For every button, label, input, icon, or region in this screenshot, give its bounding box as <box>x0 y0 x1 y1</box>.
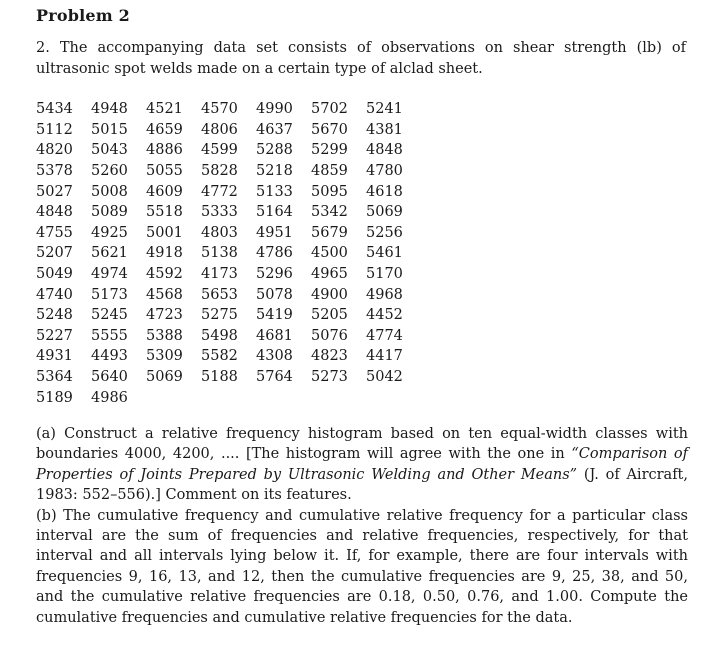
table-cell: 5218 <box>256 163 293 180</box>
table-cell: 4568 <box>146 286 183 303</box>
table-cell: 5256 <box>366 224 403 241</box>
table-cell: 5333 <box>201 204 238 221</box>
table-cell: 4637 <box>256 121 293 138</box>
table-row <box>36 181 421 202</box>
table-cell: 4931 <box>36 348 73 365</box>
table-cell: 5702 <box>311 101 348 118</box>
table-cell: 4968 <box>366 286 403 303</box>
table-cell: 5138 <box>201 245 238 262</box>
table-cell: 5299 <box>311 142 348 159</box>
table-cell: 4820 <box>36 142 73 159</box>
table-cell: 5001 <box>146 224 183 241</box>
table-cell: 4986 <box>91 389 128 406</box>
part-a-suffix: (J. of Aircraft, 1983: 552–556).] Comment on its features. <box>36 466 688 504</box>
table-cell: 5621 <box>91 245 128 262</box>
table-cell: 5498 <box>201 327 238 344</box>
table-cell: 5173 <box>91 286 128 303</box>
table-cell: 4886 <box>146 142 183 159</box>
table-cell: 5679 <box>311 224 348 241</box>
table-row <box>36 120 421 141</box>
table-cell: 4780 <box>366 163 403 180</box>
table-cell: 5112 <box>36 121 73 138</box>
problem-title: Problem 2 <box>36 6 131 25</box>
table-cell: 4918 <box>146 245 183 262</box>
table-row <box>36 346 421 367</box>
table-cell: 4774 <box>366 327 403 344</box>
problem-parts <box>36 424 688 628</box>
shear-strength-data-table <box>36 99 421 408</box>
table-cell: 5273 <box>311 369 348 386</box>
table-cell: 4772 <box>201 183 238 200</box>
table-cell: 5419 <box>256 307 293 324</box>
part-b: (b) The cumulative frequency and cumulative relative frequency for a particular class interval are the sum of frequencies and relative frequencies, respectively, for that interval and all intervals lying below it. If, for example, there are four intervals with frequencies 9, 16, 13, and 12, then the cumulative frequencies are 9, 25, 38, and 50, and the cumulative relative frequencies are 0.18, 0.50, 0.76, and 1.00. Compute the cumulative frequencies and cumulative relative frequencies for the data. <box>36 507 688 626</box>
table-cell: 5364 <box>36 369 73 386</box>
table-cell: 5164 <box>256 204 293 221</box>
part-a-reference-title: “Comparison of Properties of Joints Prepared by Ultrasonic Welding and Other Means” <box>36 446 689 483</box>
table-cell: 4823 <box>311 348 348 365</box>
table-cell: 4848 <box>366 142 403 159</box>
table-cell: 5055 <box>146 163 183 180</box>
table-cell: 5089 <box>91 204 128 221</box>
table-cell: 5188 <box>201 369 238 386</box>
table-cell: 4452 <box>366 307 403 324</box>
table-cell: 5518 <box>146 204 183 221</box>
table-cell: 4974 <box>91 266 128 283</box>
table-cell: 4990 <box>256 101 293 118</box>
table-cell: 4173 <box>201 266 238 283</box>
table-row <box>36 264 421 285</box>
table-row <box>36 367 421 388</box>
table-cell: 4859 <box>311 163 348 180</box>
part-a <box>36 424 688 506</box>
table-cell: 5027 <box>36 183 73 200</box>
table-cell: 4521 <box>146 101 183 118</box>
table-cell: 5275 <box>201 307 238 324</box>
table-cell: 4500 <box>311 245 348 262</box>
table-cell: 5248 <box>36 307 73 324</box>
table-row <box>36 243 421 264</box>
table-cell: 5342 <box>311 204 348 221</box>
table-cell: 4740 <box>36 286 73 303</box>
table-cell: 4609 <box>146 183 183 200</box>
table-cell: 4803 <box>201 224 238 241</box>
table-cell: 4681 <box>256 327 293 344</box>
table-cell: 5653 <box>201 286 238 303</box>
table-cell: 4948 <box>91 101 128 118</box>
table-cell: 5205 <box>311 307 348 324</box>
table-cell: 4965 <box>311 266 348 283</box>
table-cell: 5043 <box>91 142 128 159</box>
table-row <box>36 223 421 244</box>
table-cell: 5828 <box>201 163 238 180</box>
part-a-prefix: (a) Construct a relative frequency histogram based on ten equal-width classes with boundaries 4000, 4200, .... [The histogram will agree with the one in <box>36 426 688 463</box>
table-cell: 5461 <box>366 245 403 262</box>
table-cell: 5378 <box>36 163 73 180</box>
table-cell: 4951 <box>256 224 293 241</box>
table-row <box>36 99 421 120</box>
table-cell: 5260 <box>91 163 128 180</box>
table-row <box>36 326 421 347</box>
table-cell: 4417 <box>366 348 403 365</box>
table-cell: 5095 <box>311 183 348 200</box>
table-cell: 4308 <box>256 348 293 365</box>
table-cell: 5288 <box>256 142 293 159</box>
table-cell: 4925 <box>91 224 128 241</box>
table-cell: 5764 <box>256 369 293 386</box>
table-cell: 5241 <box>366 101 403 118</box>
table-cell: 4786 <box>256 245 293 262</box>
table-cell: 4592 <box>146 266 183 283</box>
table-row <box>36 140 421 161</box>
table-cell: 5170 <box>366 266 403 283</box>
table-cell: 4806 <box>201 121 238 138</box>
table-cell: 5582 <box>201 348 238 365</box>
table-cell: 5388 <box>146 327 183 344</box>
table-cell: 5042 <box>366 369 403 386</box>
table-cell: 4900 <box>311 286 348 303</box>
table-cell: 4755 <box>36 224 73 241</box>
table-cell: 5207 <box>36 245 73 262</box>
table-cell: 5078 <box>256 286 293 303</box>
table-cell: 4723 <box>146 307 183 324</box>
table-cell: 4659 <box>146 121 183 138</box>
table-cell: 5189 <box>36 389 73 406</box>
table-cell: 5434 <box>36 101 73 118</box>
table-cell: 4848 <box>36 204 73 221</box>
table-cell: 5015 <box>91 121 128 138</box>
table-cell: 5245 <box>91 307 128 324</box>
table-cell: 5133 <box>256 183 293 200</box>
table-cell: 4570 <box>201 101 238 118</box>
table-cell: 5227 <box>36 327 73 344</box>
table-cell: 4599 <box>201 142 238 159</box>
table-cell: 5640 <box>91 369 128 386</box>
table-row <box>36 284 421 305</box>
table-row <box>36 161 421 182</box>
table-cell: 5069 <box>366 204 403 221</box>
table-cell: 5670 <box>311 121 348 138</box>
table-cell: 5555 <box>91 327 128 344</box>
table-cell: 5076 <box>311 327 348 344</box>
table-row <box>36 305 421 326</box>
table-cell: 4618 <box>366 183 403 200</box>
table-cell: 5296 <box>256 266 293 283</box>
table-cell: 4381 <box>366 121 403 138</box>
table-cell: 5069 <box>146 369 183 386</box>
table-cell: 4493 <box>91 348 128 365</box>
table-cell: 5049 <box>36 266 73 283</box>
table-cell: 5008 <box>91 183 128 200</box>
problem-intro: 2. The accompanying data set consists of observations on shear strength (lb) of ultrasonic spot welds made on a certain type of alclad sheet. <box>36 40 686 77</box>
table-row <box>36 202 421 223</box>
table-row <box>36 387 421 408</box>
table-cell: 5309 <box>146 348 183 365</box>
